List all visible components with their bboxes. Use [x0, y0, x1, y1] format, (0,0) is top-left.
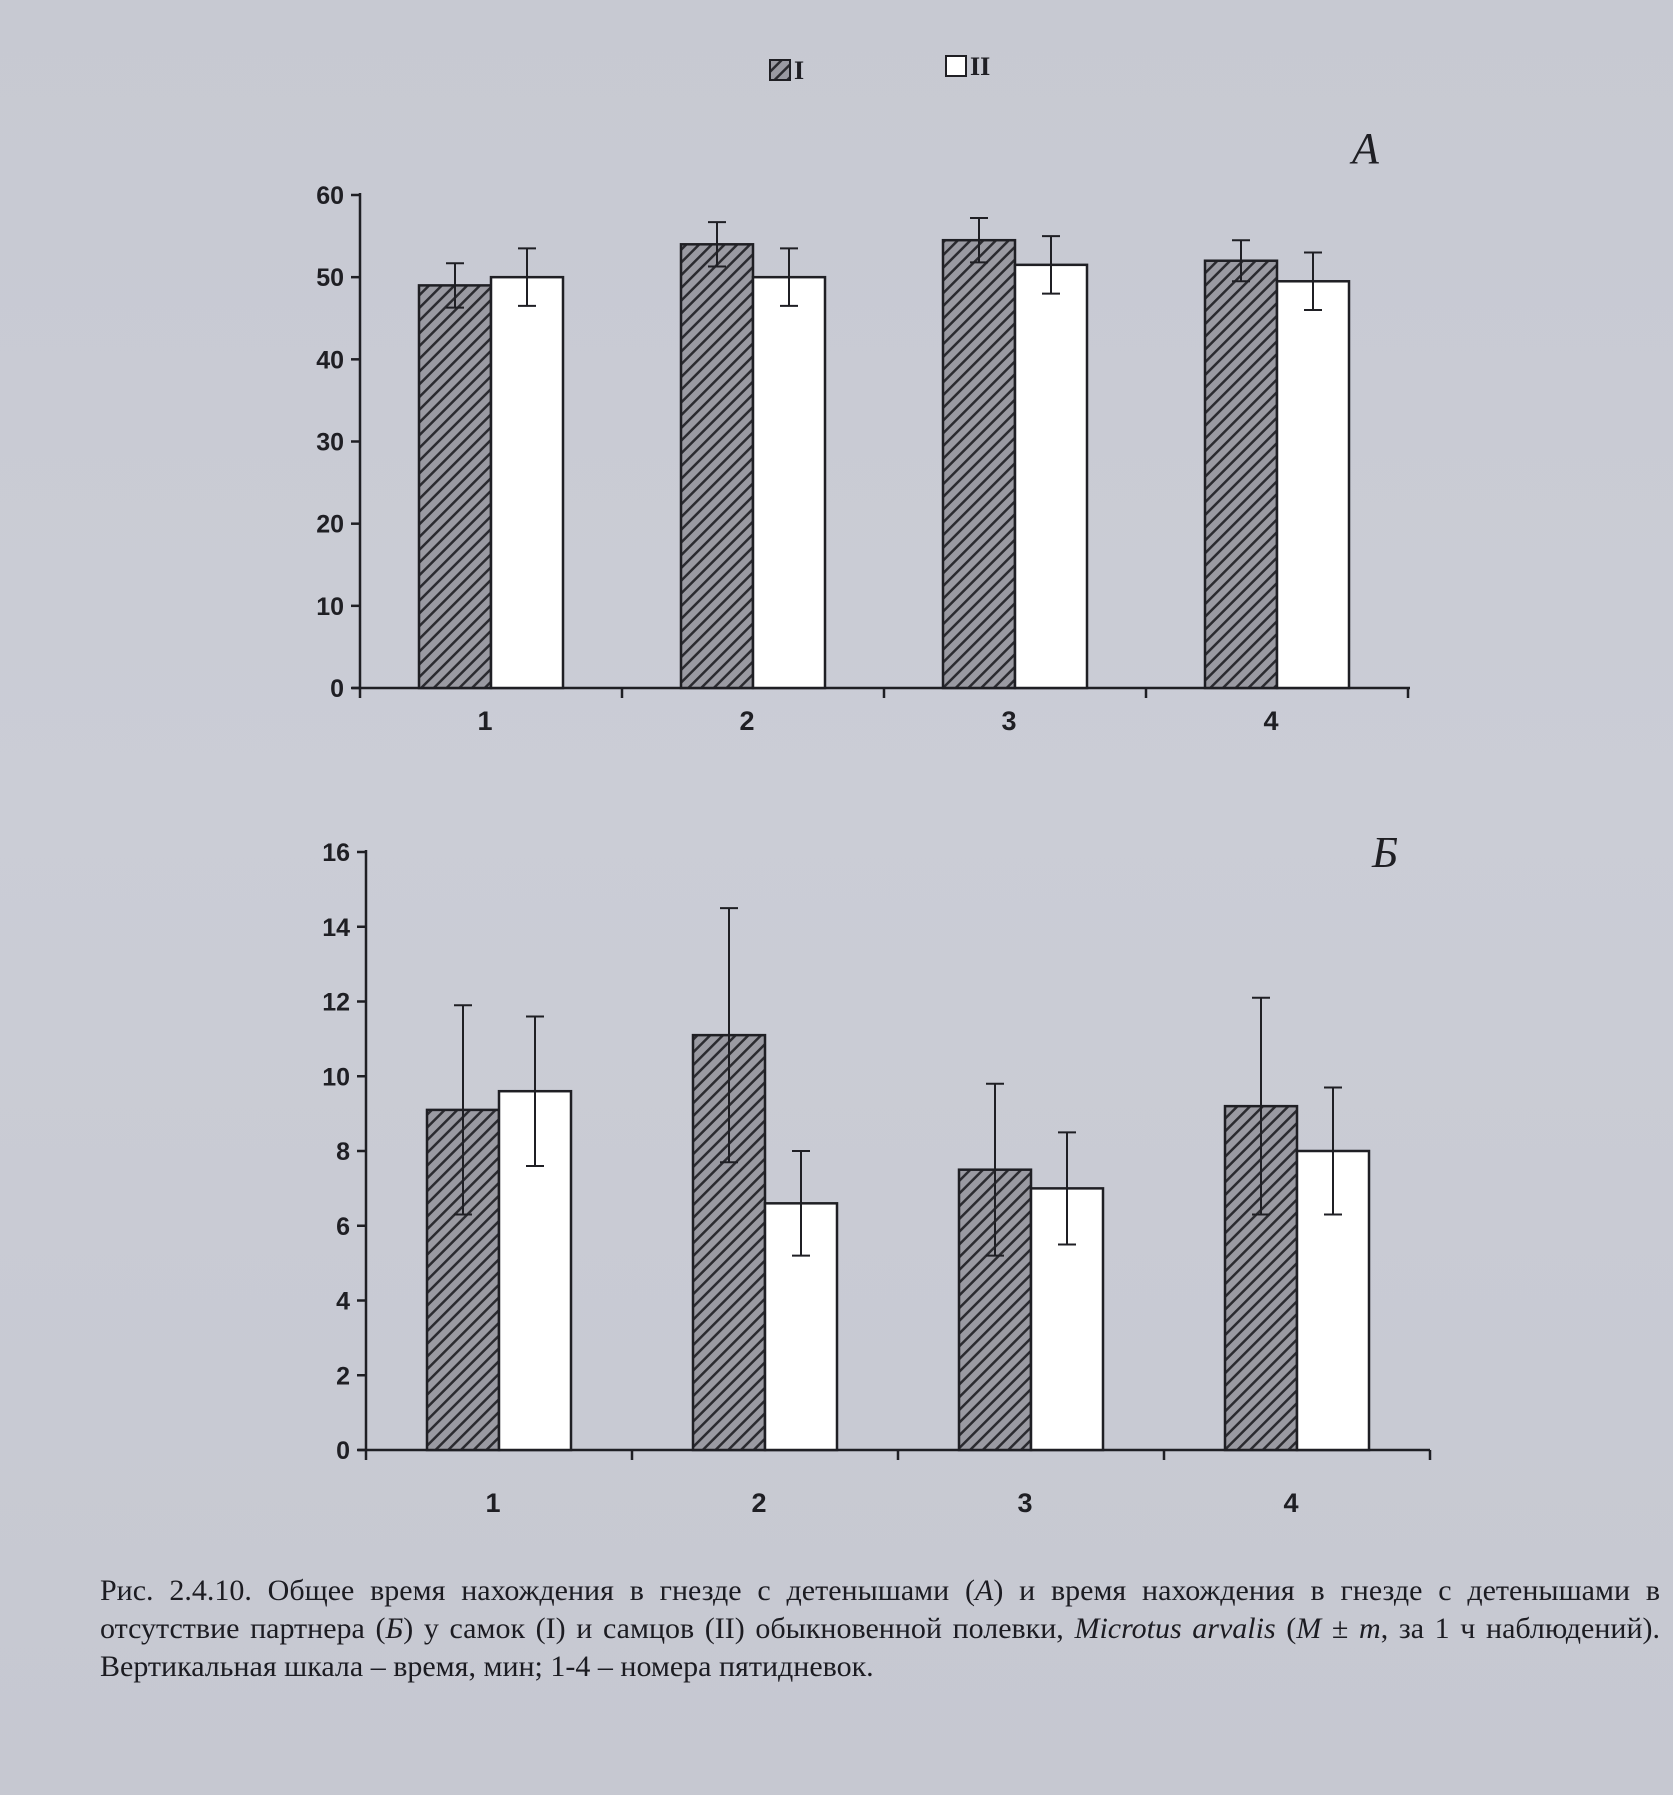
y-tick-label-b: 14	[322, 913, 350, 942]
bar-a-II-3	[1015, 265, 1087, 688]
y-tick-label-b: 12	[322, 988, 350, 1017]
y-tick-label-a: 60	[316, 182, 344, 210]
y-tick-label-b: 10	[322, 1063, 350, 1092]
y-tick-label-a: 0	[330, 675, 344, 703]
x-tick-label-b: 2	[751, 1488, 767, 1518]
figure-caption: Рис. 2.4.10. Общее время нахождения в гнезде с детенышами (А) и время нахождения в гнезде с детенышами в отсутствие партнера (Б) у самок (I) и самцов (II) обыкновенной полевки, Microtus arvalis (M ± m, за 1 ч наблюдений). Вертикальная шкала – время, мин; 1-4 – номера пятидневок.	[100, 1574, 1660, 1683]
x-tick-label-b: 4	[1283, 1488, 1299, 1518]
x-tick-label-b: 1	[485, 1488, 501, 1518]
legend-label-1: I	[794, 56, 805, 85]
y-tick-label-b: 16	[322, 839, 350, 867]
y-tick-label-a: 20	[316, 510, 344, 539]
bar-a-I-1	[419, 285, 491, 688]
y-tick-label-a: 50	[316, 264, 344, 293]
bar-a-II-1	[491, 277, 563, 688]
bar-a-I-4	[1205, 261, 1277, 688]
legend-label-2: II	[970, 52, 991, 81]
legend-swatch-2	[946, 56, 966, 76]
chart-panel-b	[322, 828, 1430, 1518]
y-tick-label-b: 2	[336, 1362, 350, 1391]
chart-panel-a	[316, 124, 1410, 736]
bar-a-I-3	[943, 240, 1015, 688]
legend-swatch-1	[770, 60, 790, 80]
x-tick-label-a: 4	[1263, 706, 1279, 736]
x-tick-label-a: 2	[739, 706, 755, 736]
panel-label-b: Б	[1372, 828, 1398, 877]
chart-legend	[770, 52, 990, 85]
panel-label-a: А	[1352, 124, 1379, 173]
y-tick-label-b: 8	[336, 1138, 350, 1166]
x-tick-label-b: 3	[1017, 1488, 1033, 1518]
bar-a-II-4	[1277, 281, 1349, 688]
x-tick-label-a: 3	[1001, 706, 1017, 736]
y-tick-label-b: 0	[336, 1437, 350, 1465]
y-tick-label-b: 6	[336, 1212, 350, 1241]
y-tick-label-a: 10	[316, 592, 344, 621]
bar-a-I-2	[681, 244, 753, 688]
y-tick-label-a: 30	[316, 428, 344, 457]
x-tick-label-a: 1	[477, 706, 493, 736]
bar-a-II-2	[753, 277, 825, 688]
y-tick-label-b: 4	[336, 1287, 350, 1316]
y-tick-label-a: 40	[316, 346, 344, 375]
